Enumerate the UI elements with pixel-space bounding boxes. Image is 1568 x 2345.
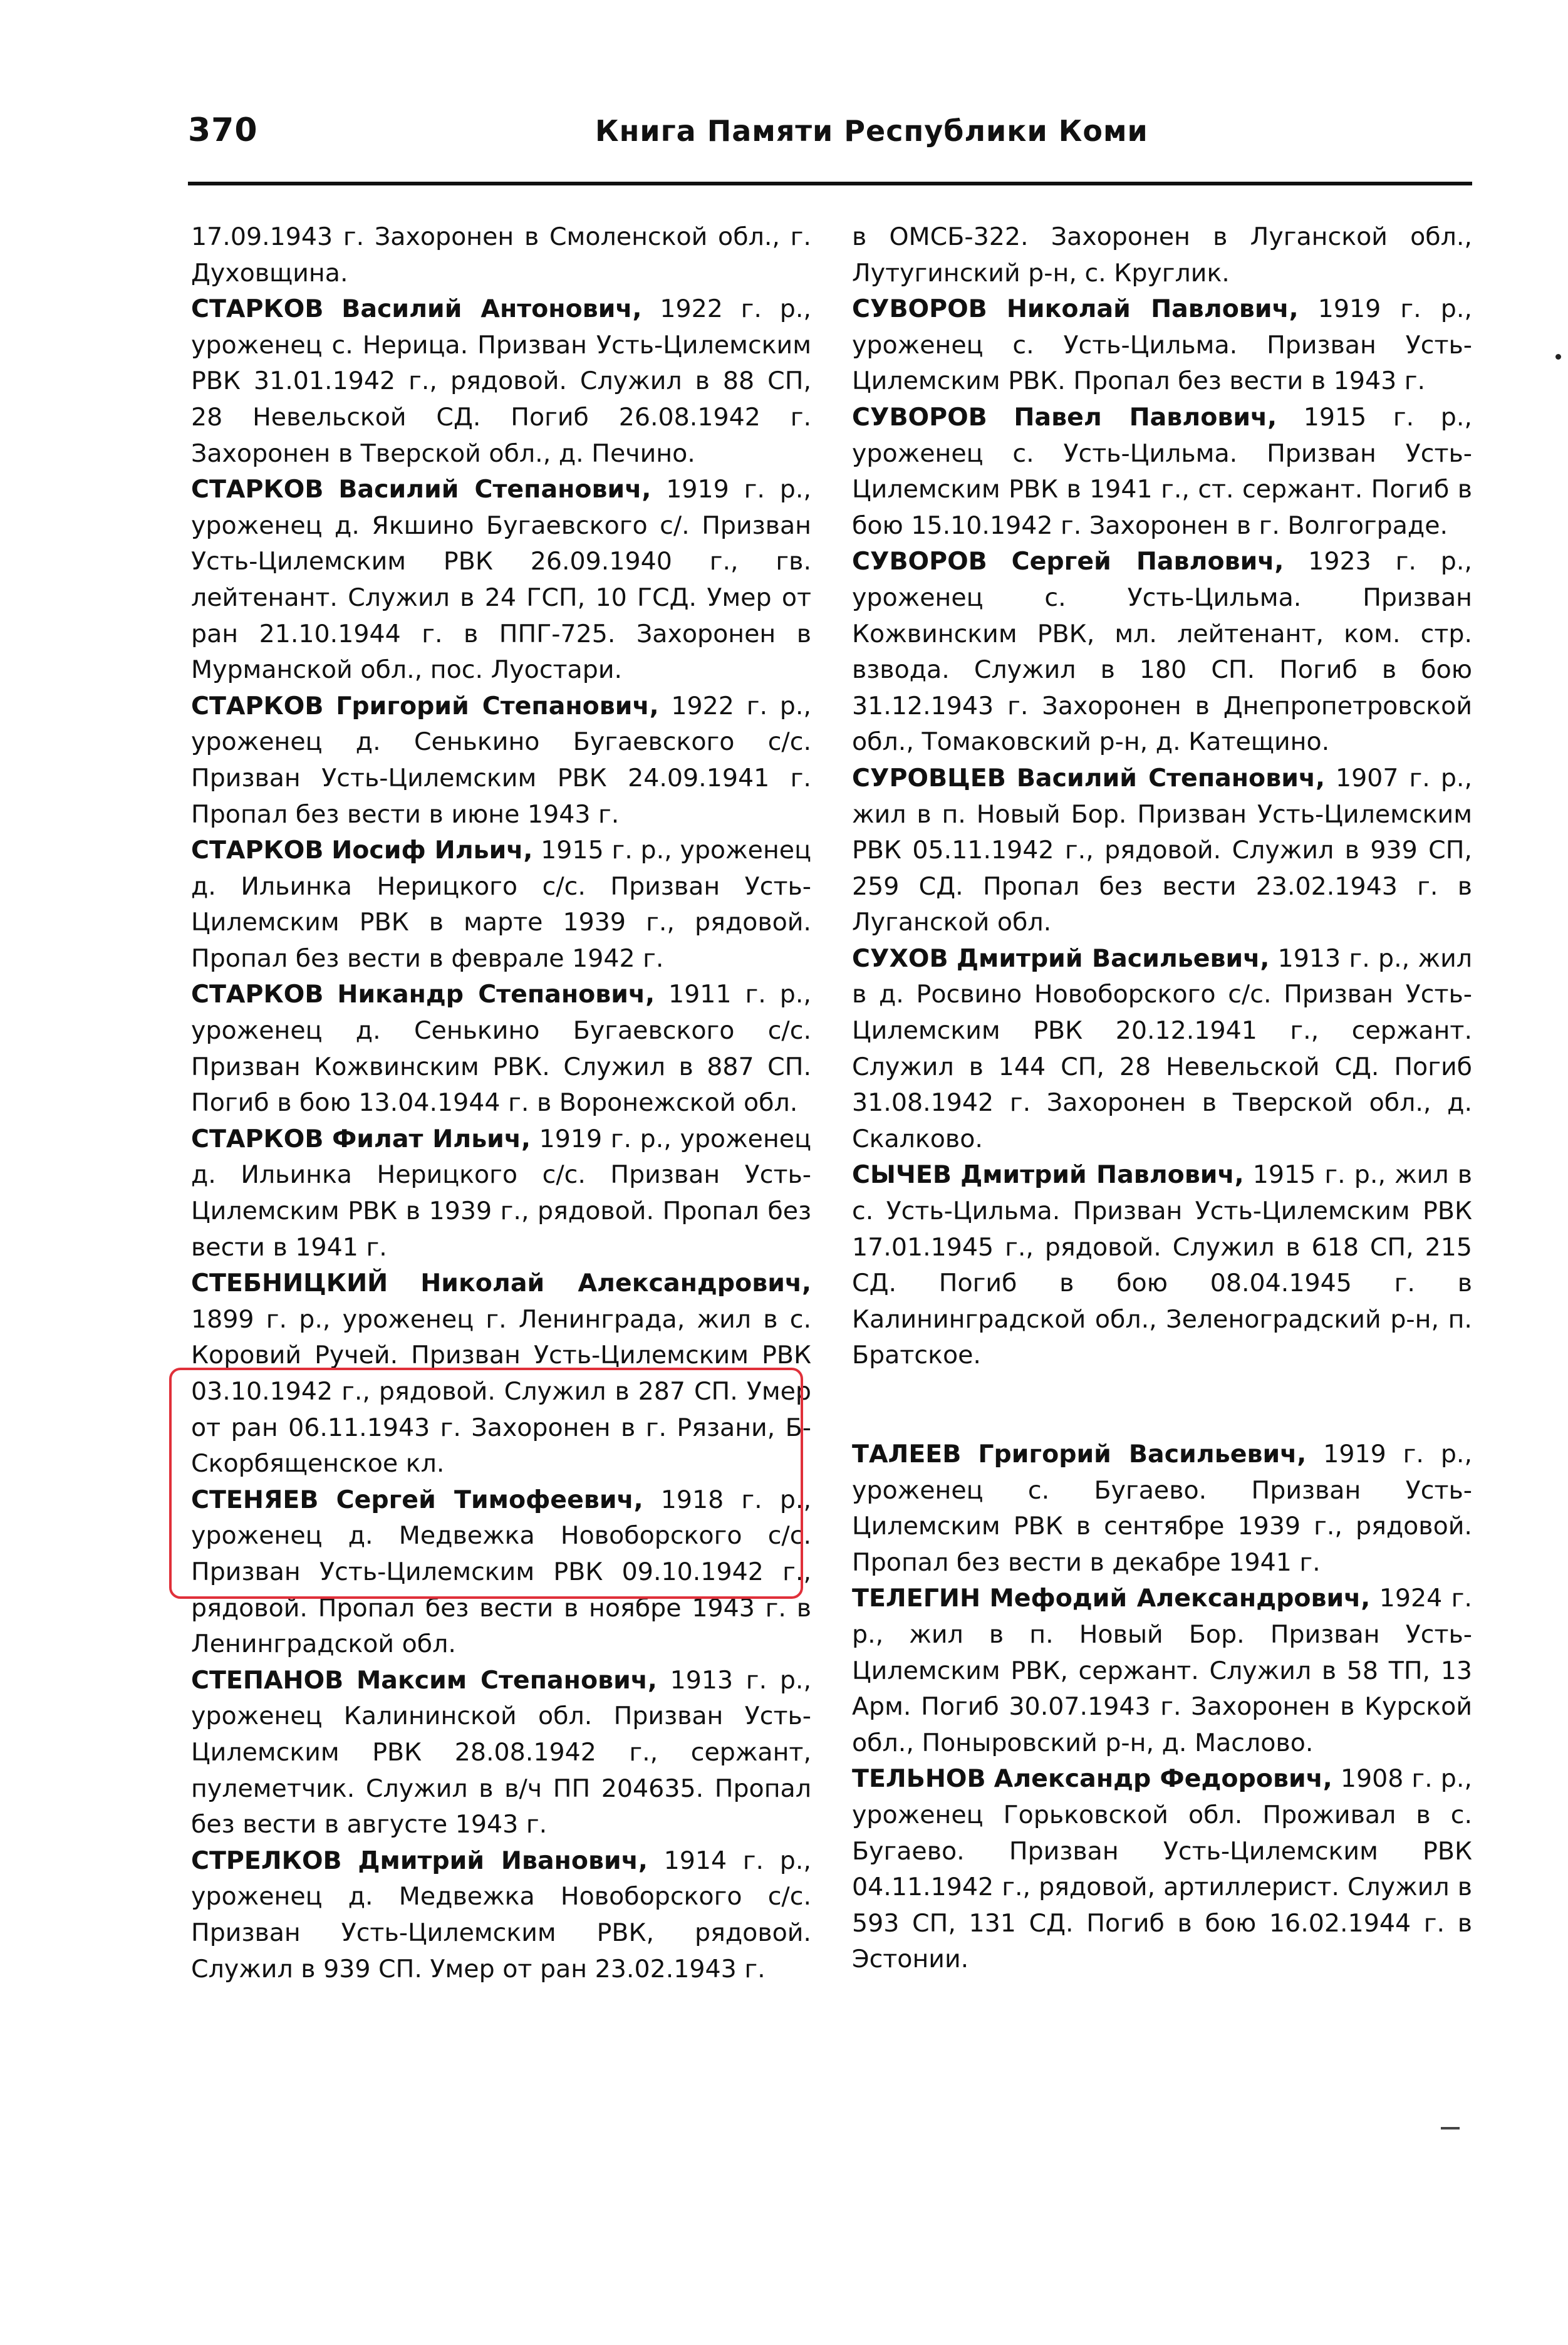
entry-continuation [852,219,1472,291]
entry-text: 1922 г. р., уроженец с. Нерица. Призван Усть-Цилемским РВК 31.01.1942 г., рядовой. Служил в 88 СП, 28 Невельской СД. Погиб 26.08.1942 г. Захоронен в Тверской обл., д. Печино. [191,294,811,468]
entry-given-name: Григорий Васильевич, [978,1440,1307,1469]
entry-given-name: Филат Ильич, [332,1124,531,1153]
entry-surname: СТАРКОВ [191,294,324,324]
entry [852,544,1472,761]
page-number: 370 [188,112,258,149]
left-column [191,219,811,1987]
entry-given-name: Максим Степанович, [356,1665,657,1695]
entry-surname: СУХОВ [852,944,948,973]
entry [191,1121,811,1266]
entry-text: 1915 г. р., уроженец д. Ильинка Нерицкого с/с. Призван Усть-Цилемским РВК в марте 1939 г., рядовой. Пропал без вести в феврале 1942 г. [191,836,811,973]
entry [852,941,1472,1158]
entry-surname: СТАРКОВ [191,1124,324,1153]
entry [852,1581,1472,1761]
entry-given-name: Дмитрий Васильевич, [956,944,1270,973]
entry [191,1843,811,1987]
entry-surname: СЫЧЕВ [852,1160,952,1190]
entry-text: 1918 г. р., уроженец д. Медвежка Новоборского с/с. Призван Усть-Цилемским РВК 09.10.1942 г., рядовой. Пропал без вести в ноябре 1943 г. в Ленинградской обл. [191,1485,811,1659]
entry [852,291,1472,400]
entry-surname: СУВОРОВ [852,547,987,576]
entry-surname: СТАРКОВ [191,475,324,504]
entry [191,689,811,833]
entry-surname: СТРЕЛКОВ [191,1846,342,1875]
entry [191,977,811,1121]
entry-given-name: Дмитрий Иванович, [358,1846,648,1875]
entry-text: 1911 г. р., уроженец д. Сенькино Бугаевского с/с. Призван Кожвинским РВК. Служил в 887 СП. Погиб в бою 13.04.1944 г. в Воронежской обл. [191,980,811,1118]
entry [852,1437,1472,1581]
entry [191,472,811,689]
entry-text: 1899 г. р., уроженец г. Ленинграда, жил в с. Коровий Ручей. Призван Усть-Цилемским РВК 03.10.1942 г., рядовой. Служил в 287 СП. Умер от ран 06.11.1943 г. Захоронен в г. Рязани, Б-Скорбященское кл. [191,1304,811,1479]
entry-given-name: Мефодий Александрович, [989,1584,1371,1613]
entry-surname: СУРОВЦЕВ [852,763,1006,793]
entry-text: 1924 г. р., жил в п. Новый Бор. Призван Усть-Цилемским РВК, сержант. Служил в 58 ТП, 13 Арм. Погиб 30.07.1943 г. Захоронен в Курской обл., Поныровский р-н, д. Маслово. [852,1584,1472,1757]
entry-surname: СТЕНЯЕВ [191,1485,319,1514]
entry-surname: СТАРКОВ [191,836,324,865]
entry-surname: СТЕБНИЦКИЙ [191,1269,388,1298]
entry [191,1663,811,1843]
entry-text: 1908 г. р., уроженец Горьковской обл. Проживал в с. Бугаево. Призван Усть-Цилемским РВК 04.11.1942 г., рядовой, артиллерист. Служил в 593 СП, 131 СД. Погиб в бою 16.02.1944 г. в Эстонии. [852,1764,1472,1974]
letter-section-gap [852,1374,1472,1437]
entry-given-name: Иосиф Ильич, [331,836,533,865]
entry-surname: ТАЛЕЕВ [852,1440,962,1469]
entry-given-name: Василий Антонович, [341,294,642,324]
entry-given-name: Никандр Степанович, [337,980,655,1009]
entry-text: в ОМСБ-322. Захоронен в Луганской обл., Лутугинский р-н, с. Круглик. [852,222,1472,288]
entry-text: 1919 г. р., уроженец д. Якшино Бугаевского с/. Призван Усть-Цилемским РВК 26.09.1940 г., гв. лейтенант. Служил в 24 ГСП, 10 ГСД. Умер от ран 21.10.1944 г. в ППГ-725. Захоронен в Мурманской обл., пос. Луостари. [191,475,811,685]
entry-text: 1919 г. р., уроженец д. Ильинка Нерицкого с/с. Призван Усть-Цилемским РВК в 1939 г., рядовой. Пропал без вести в 1941 г. [191,1124,811,1262]
entry-surname: СУВОРОВ [852,294,987,324]
entry-surname: ТЕЛЕГИН [852,1584,981,1613]
entry-text: 1914 г. р., уроженец д. Медвежка Новоборского с/с. Призван Усть-Цилемским РВК, рядовой. Служил в 939 СП. Умер от ран 23.02.1943 г. [191,1846,811,1984]
entry [191,833,811,977]
entry-text: 1915 г. р., жил в с. Усть-Цильма. Призван Усть-Цилемским РВК 17.01.1945 г., рядовой. Служил в 618 СП, 215 СД. Погиб в бою 08.04.1945 г. в Калининградской обл., Зеленоградский р-н, п. Братское. [852,1160,1473,1370]
entry-given-name: Григорий Степанович, [336,691,659,720]
entry-continuation [191,219,811,291]
entry-given-name: Александр Федорович, [994,1764,1332,1794]
entry-given-name: Сергей Тимофеевич, [336,1485,643,1514]
entry-text: 1919 г. р., уроженец с. Усть-Цильма. Призван Усть-Цилемским РВК. Пропал без вести в 1943 г. [852,294,1472,396]
highlight-box [169,1368,803,1599]
entry-surname: СТЕПАНОВ [191,1665,344,1695]
entry [852,400,1472,544]
entry-text: 1923 г. р., уроженец с. Усть-Цильма. Призван Кожвинским РВК, мл. лейтенант, ком. стр. взвода. Служил в 180 СП. Погиб в бою 31.12.1943 г. Захоронен в Днепропетровской обл., Томаковский р-н, д. Катещино. [852,547,1472,757]
entry-text: 1913 г. р., жил в д. Росвино Новоборского с/с. Призван Усть-Цилемским РВК 20.12.1941 г., сержант. Служил в 144 СП, 28 Невельской СД. Погиб 31.08.1942 г. Захоронен в Тверской обл., д. Скалково. [852,944,1472,1153]
entry-surname: СТАРКОВ [191,691,324,720]
entry-given-name: Сергей Павлович, [1011,547,1284,576]
entry-text: 17.09.1943 г. Захоронен в Смоленской обл., г. Духовщина. [191,222,811,288]
entry-text: 1913 г. р., уроженец Калининской обл. Призван Усть-Цилемским РВК 28.08.1942 г., сержант, пулеметчик. Служил в в/ч ПП 204635. Пропал без вести в августе 1943 г. [191,1665,811,1839]
right-column [852,219,1472,1978]
running-title: Книга Памяти Республики Коми [595,114,1148,148]
entry [852,1761,1472,1978]
entry-given-name: Павел Павлович, [1014,402,1277,432]
entry-text: 1915 г. р., уроженец с. Усть-Цильма. Призван Усть-Цилемским РВК в 1941 г., ст. сержант. Погиб в бою 15.10.1942 г. Захоронен в г. Волгограде. [852,402,1472,540]
margin-dot [1555,354,1561,360]
entry-surname: СУВОРОВ [852,402,987,432]
entry-given-name: Василий Степанович, [1016,763,1325,793]
entry [852,1157,1472,1374]
entry-given-name: Николай Александрович, [420,1269,812,1298]
entry-surname: СТАРКОВ [191,980,324,1009]
entry-given-name: Николай Павлович, [1006,294,1299,324]
entry [191,291,811,472]
entry-text: 1922 г. р., уроженец д. Сенькино Бугаевского с/с. Призван Усть-Цилемским РВК 24.09.1941 г. Пропал без вести в июне 1943 г. [191,691,811,829]
header-rule [188,182,1472,185]
entry-given-name: Дмитрий Павлович, [960,1160,1244,1190]
entry [852,761,1472,941]
entry-text: 1919 г. р., уроженец с. Бугаево. Призван Усть-Цилемским РВК в сентябре 1939 г., рядовой. Пропал без вести в декабре 1941 г. [852,1440,1472,1577]
entry-text: 1907 г. р., жил в п. Новый Бор. Призван Усть-Цилемским РВК 05.11.1942 г., рядовой. Служил в 939 СП, 259 СД. Пропал без вести 23.02.1943 г. в Луганской обл. [852,763,1472,937]
margin-mark [1441,2127,1460,2129]
entry-given-name: Василий Степанович, [338,475,652,504]
entry-surname: ТЕЛЬНОВ [852,1764,986,1794]
